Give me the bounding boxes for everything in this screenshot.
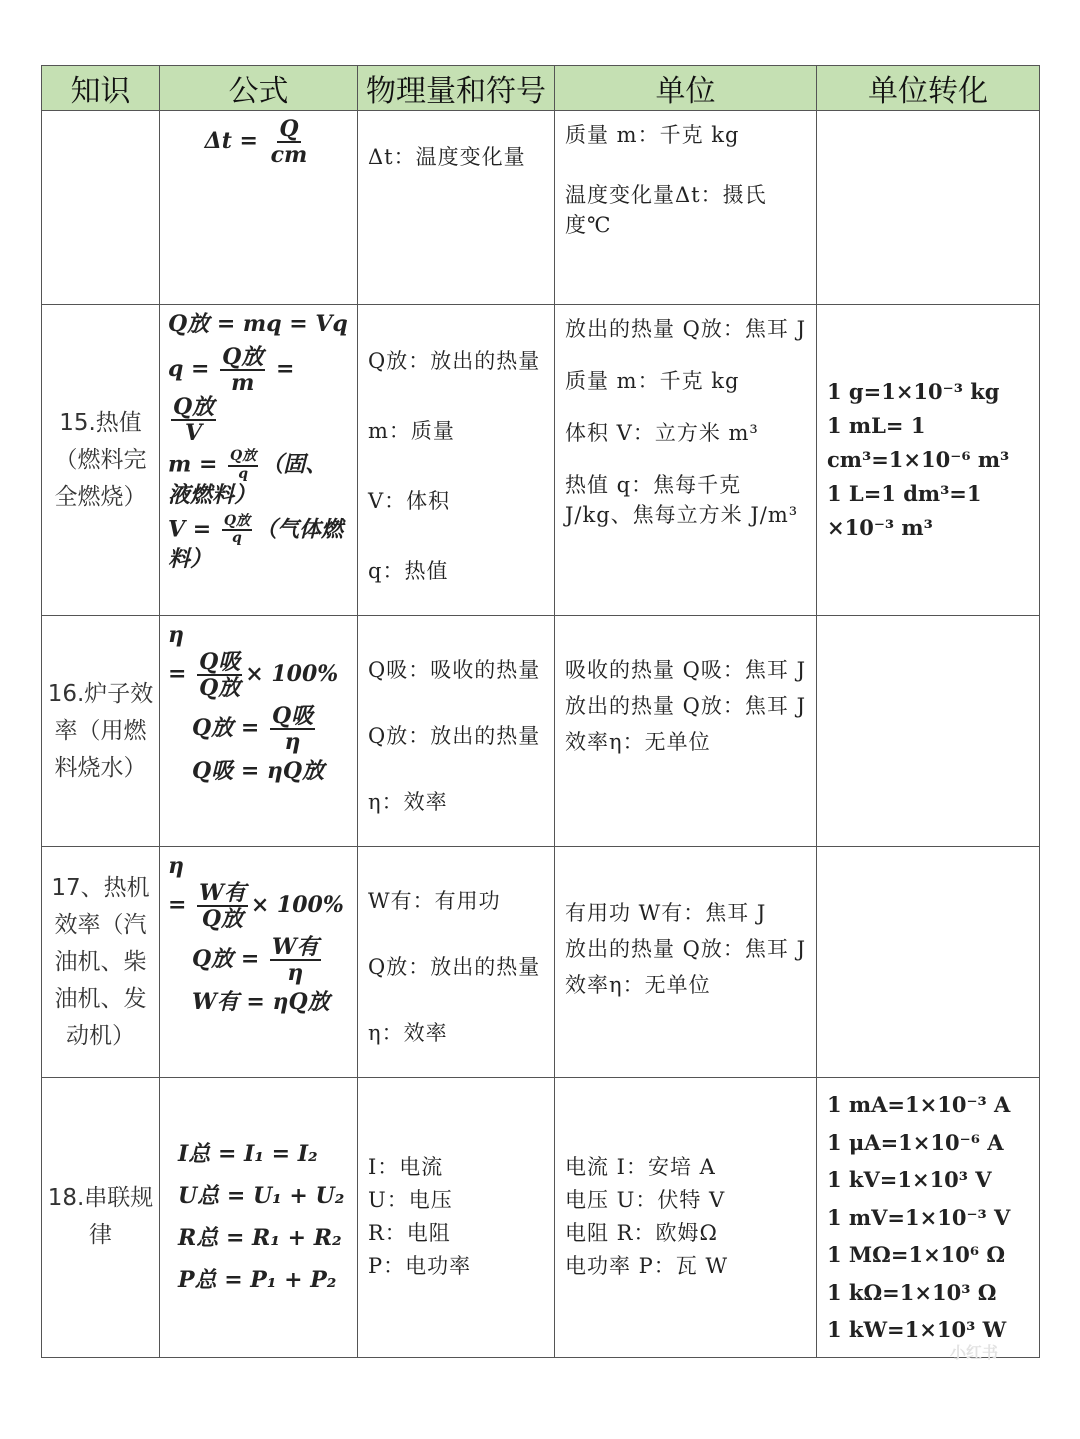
formula-line: U总 = U₁ + U₂ <box>178 1183 345 1210</box>
table-row <box>42 305 1040 616</box>
formula-line: η <box>168 853 184 879</box>
conversion-item: 1 L=1 dm³=1 ×10⁻³ m³ <box>827 481 982 540</box>
header-unit-conversion: 单位转化 <box>817 66 1040 111</box>
topic-cell: 15.热值（燃料完全燃烧） <box>42 305 160 616</box>
unit-item: 温度变化量Δt：摄氏度℃ <box>565 183 767 237</box>
conversion-item: 1 MΩ=1×10⁶ Ω <box>827 1242 1006 1267</box>
unit-item: 放出的热量 Q放：焦耳 J <box>565 694 806 718</box>
topic-cell: 18.串联规律 <box>42 1078 160 1358</box>
conversion-item: 1 mA=1×10⁻³ A <box>827 1092 1011 1117</box>
unit-cell <box>555 616 817 847</box>
conversion-item: 1 kV=1×10³ V <box>827 1167 992 1192</box>
formula-line: q = $\frac{\text{Q放}}{m}$ = $\frac{\text{Q放}}{V}$ <box>168 343 295 447</box>
symbol-item: Q放：放出的热量 <box>368 724 541 748</box>
header-knowledge: 知识 <box>42 66 160 111</box>
conversion-cell <box>817 111 1040 305</box>
formula-line: Q放 = $\frac{\text{Q吸}}{\eta}$ <box>192 702 314 756</box>
conversion-item: 1 g=1×10⁻³ kg <box>827 379 1000 404</box>
unit-item: 放出的热量 Q放：焦耳 J <box>565 317 806 341</box>
conversion-item: 1 kΩ=1×10³ Ω <box>827 1279 997 1305</box>
formula-line: Q放 = $\frac{\text{W有}}{\eta}$ <box>192 933 319 987</box>
conversion-cell <box>817 1078 1040 1358</box>
symbol-cell <box>358 847 555 1078</box>
formula-line: R总 = R₁ + R₂ <box>178 1225 342 1252</box>
physics-formula-table <box>41 65 1040 1358</box>
symbol-item: V：体积 <box>368 489 451 513</box>
formula-line: Q放 = mq = Vq <box>168 311 348 337</box>
conversion-cell <box>817 305 1040 616</box>
symbol-item: P：电功率 <box>368 1254 472 1279</box>
symbol-item: I：电流 <box>368 1155 444 1180</box>
header-quantity-symbol: 物理量和符号 <box>358 66 555 111</box>
unit-cell <box>555 1078 817 1358</box>
header-row <box>42 66 1040 111</box>
unit-item: 质量 m：千克 kg <box>565 123 740 147</box>
symbol-item: W有：有用功 <box>368 889 501 913</box>
table-row <box>42 847 1040 1078</box>
formula-cell <box>160 1078 358 1358</box>
formula-cell <box>160 111 358 305</box>
formula-line: = $\frac{\text{W有}}{\text{Q放}}$ × 100% <box>168 879 344 932</box>
symbol-item: R：电阻 <box>368 1221 451 1246</box>
symbol-cell <box>358 616 555 847</box>
unit-cell <box>555 847 817 1078</box>
watermark: 小红书 <box>949 1343 998 1362</box>
header-formula: 公式 <box>160 66 358 111</box>
formula-line: η <box>168 622 184 648</box>
conversion-item: 1 mL= 1 cm³=1×10⁻⁶ m³ <box>827 413 1010 472</box>
table-row <box>42 111 1040 305</box>
header-unit: 单位 <box>555 66 817 111</box>
conversion-cell <box>817 616 1040 847</box>
unit-item: 体积 V：立方米 m³ <box>565 421 759 445</box>
unit-cell <box>555 305 817 616</box>
formula-line: V = $\frac{\text{Q放}}{q}$ （气体燃料） <box>168 512 344 573</box>
unit-item: 质量 m：千克 kg <box>565 369 740 393</box>
table-row <box>42 616 1040 847</box>
unit-item: 有用功 W有：焦耳 J <box>565 901 767 925</box>
symbol-cell <box>358 111 555 305</box>
symbol-item: Q放：放出的热量 <box>368 349 541 373</box>
formula-line: W有 = ηQ放 <box>192 989 330 1016</box>
formula-line: P总 = P₁ + P₂ <box>178 1267 337 1294</box>
unit-item: 电阻 R：欧姆Ω <box>565 1221 718 1246</box>
conversion-item: 1 mV=1×10⁻³ V <box>827 1204 1011 1230</box>
symbol-item: Q放：放出的热量 <box>368 955 541 979</box>
formula-line: m = $\frac{\text{Q放}}{q}$ （固、液燃料） <box>168 448 328 509</box>
unit-item: 电功率 P：瓦 W <box>565 1254 729 1279</box>
formula-cell <box>160 616 358 847</box>
unit-item: 热值 q：焦每千克 J/kg、焦每立方米 J/m³ <box>565 473 799 527</box>
symbol-item: η：效率 <box>368 1021 448 1045</box>
conversion-item: 1 kW=1×10³ W <box>827 1317 1007 1342</box>
symbol-cell <box>358 305 555 616</box>
topic-cell: 17、热机效率（汽油机、柴油机、发动机） <box>42 847 160 1078</box>
symbol-item: η：效率 <box>368 790 448 814</box>
formula-line: = $\frac{\text{Q吸}}{\text{Q放}}$ × 100% <box>168 648 339 701</box>
unit-cell <box>555 111 817 305</box>
conversion-item: 1 μA=1×10⁻⁶ A <box>827 1129 1004 1155</box>
table-row <box>42 1078 1040 1358</box>
unit-item: 电压 U：伏特 V <box>565 1188 726 1213</box>
formula-line: I总 = I₁ = I₂ <box>178 1141 318 1168</box>
symbol-item: Q吸：吸收的热量 <box>368 658 541 682</box>
unit-item: 放出的热量 Q放：焦耳 J <box>565 937 806 961</box>
formula-delta-t: Δt = $\frac{Q}{cm}$ <box>204 116 308 169</box>
formula-cell <box>160 847 358 1078</box>
formula-cell <box>160 305 358 616</box>
symbol-item: U：电压 <box>368 1188 453 1213</box>
topic-cell: 16.炉子效率（用燃料烧水） <box>42 616 160 847</box>
formula-line: Q吸 = ηQ放 <box>192 758 325 785</box>
unit-item: 吸收的热量 Q吸：焦耳 J <box>565 658 806 682</box>
symbol-item: q：热值 <box>368 559 449 583</box>
symbol-item: m：质量 <box>368 419 455 443</box>
symbol-item: Δt：温度变化量 <box>368 145 526 169</box>
unit-item: 效率η：无单位 <box>565 973 711 997</box>
unit-item: 电流 I：安培 A <box>565 1155 716 1180</box>
topic-cell <box>42 111 160 305</box>
unit-item: 效率η：无单位 <box>565 730 711 754</box>
conversion-cell <box>817 847 1040 1078</box>
symbol-cell <box>358 1078 555 1358</box>
